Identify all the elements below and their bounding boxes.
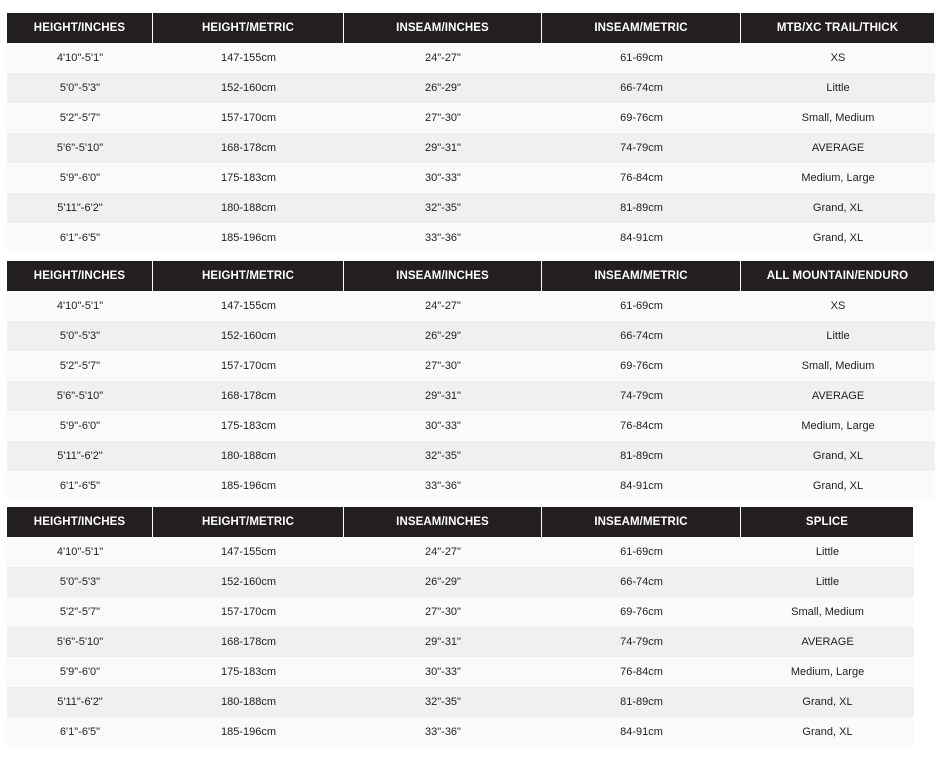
cell-height-metric: 175-183cm [220,666,277,678]
cell-size: AVERAGE [801,636,854,648]
cell-inseam-inches: 27"-30" [425,606,461,618]
table-header [7,261,935,291]
cell-inseam-inches: 33"-36" [425,480,461,492]
table-row [7,537,914,567]
cell-height-inches: 5'0"-5'3" [59,82,101,94]
table-row [7,567,914,597]
cell-size: Grand, XL [812,480,864,492]
cell-height-inches: 4'10"-5'1" [56,300,104,312]
cell-height-metric: 185-196cm [220,726,277,738]
cell-inseam-metric: 69-76cm [620,112,663,124]
table-row [7,441,935,471]
table-row [7,471,935,501]
cell-height-metric: 147-155cm [220,300,277,312]
cell-size: Medium, Large [801,420,875,432]
cell-height-metric: 175-183cm [220,420,277,432]
cell-height-metric: 157-170cm [220,112,277,124]
cell-inseam-inches: 30"-33" [425,666,461,678]
cell-inseam-inches: 26"-29" [425,576,461,588]
size-table-mtb [7,13,935,253]
cell-inseam-inches: 27"-30" [425,360,461,372]
cell-height-metric: 180-188cm [220,202,277,214]
cell-height-inches: 5'2"-5'7" [59,112,101,124]
cell-inseam-inches: 24"-27" [425,300,461,312]
header-inseam-metric: INSEAM/METRIC [542,507,741,537]
header-inseam-metric: INSEAM/METRIC [542,261,741,291]
cell-inseam-metric: 69-76cm [620,606,663,618]
cell-height-metric: 152-160cm [220,82,277,94]
cell-height-inches: 6'1"-6'5" [59,726,101,738]
cell-inseam-inches: 30"-33" [425,172,461,184]
cell-height-metric: 185-196cm [220,232,277,244]
table-row [7,381,935,411]
header-height-inches: HEIGHT/INCHES [7,13,153,43]
cell-height-metric: 180-188cm [220,696,277,708]
cell-size: Grand, XL [802,726,853,738]
cell-height-metric: 152-160cm [220,330,277,342]
cell-size: XS [830,300,846,312]
cell-height-metric: 168-178cm [220,390,277,402]
header-category: MTB/XC TRAIL/THICK [741,13,935,43]
cell-height-inches: 5'11"-6'2" [57,450,103,462]
cell-size: Grand, XL [802,696,853,708]
cell-height-metric: 175-183cm [220,172,277,184]
cell-size: Little [826,82,850,94]
cell-inseam-inches: 26"-29" [425,82,461,94]
cell-inseam-metric: 74-79cm [620,142,663,154]
header-inseam-inches: INSEAM/INCHES [344,261,542,291]
table-row [7,73,935,103]
table-row [7,351,935,381]
cell-inseam-inches: 26"-29" [425,330,461,342]
table-row [7,411,935,441]
cell-inseam-metric: 66-74cm [620,576,663,588]
cell-height-inches: 5'9"-6'0" [59,172,101,184]
cell-inseam-inches: 29"-31" [425,142,461,154]
table-row [7,717,914,747]
cell-size: Little [815,576,840,588]
table-row [7,627,914,657]
cell-inseam-metric: 84-91cm [620,480,663,492]
header-category: ALL MOUNTAIN/ENDURO [741,261,935,291]
cell-height-inches: 5'6"-5'10" [56,142,104,154]
table-header [7,507,914,537]
table-row [7,223,935,253]
cell-height-inches: 5'6"-5'10" [56,636,104,648]
cell-inseam-metric: 74-79cm [620,636,663,648]
cell-height-metric: 157-170cm [220,360,277,372]
cell-size: AVERAGE [811,390,865,402]
cell-height-inches: 4'10"-5'1" [56,546,104,558]
cell-height-inches: 5'0"-5'3" [59,576,101,588]
cell-height-metric: 168-178cm [220,142,277,154]
cell-height-inches: 5'2"-5'7" [59,606,101,618]
cell-size: XS [830,52,846,64]
header-height-inches: HEIGHT/INCHES [7,261,153,291]
cell-height-inches: 6'1"-6'5" [59,232,101,244]
cell-inseam-metric: 66-74cm [620,82,663,94]
table-row [7,597,914,627]
table-row [7,133,935,163]
cell-height-inches: 5'9"-6'0" [59,420,101,432]
header-height-metric: HEIGHT/METRIC [153,507,344,537]
cell-height-inches: 4'10"-5'1" [56,52,104,64]
cell-size: Medium, Large [801,172,875,184]
cell-inseam-metric: 84-91cm [620,232,663,244]
cell-height-metric: 168-178cm [220,636,277,648]
cell-inseam-inches: 33"-36" [425,232,461,244]
cell-inseam-metric: 76-84cm [620,666,663,678]
header-inseam-metric: INSEAM/METRIC [542,13,741,43]
cell-inseam-inches: 24"-27" [425,52,461,64]
cell-inseam-inches: 32"-35" [425,696,461,708]
cell-size: Little [826,330,850,342]
cell-size: Grand, XL [812,450,864,462]
cell-height-inches: 5'11"-6'2" [57,202,103,214]
size-table-enduro [7,261,935,501]
cell-height-metric: 185-196cm [220,480,277,492]
cell-size: Small, Medium [801,112,875,124]
cell-height-inches: 5'11"-6'2" [57,696,103,708]
table-row [7,291,935,321]
table-header [7,13,935,43]
cell-inseam-metric: 76-84cm [620,420,663,432]
table-row [7,687,914,717]
cell-height-metric: 147-155cm [220,52,277,64]
cell-inseam-metric: 81-89cm [620,202,663,214]
cell-inseam-inches: 24"-27" [425,546,461,558]
cell-inseam-metric: 84-91cm [620,726,663,738]
table-row [7,193,935,223]
cell-height-inches: 5'6"-5'10" [56,390,104,402]
cell-inseam-inches: 32"-35" [425,450,461,462]
cell-height-metric: 157-170cm [220,606,277,618]
cell-inseam-metric: 61-69cm [620,300,663,312]
table-row [7,321,935,351]
header-inseam-inches: INSEAM/INCHES [344,13,542,43]
cell-inseam-metric: 74-79cm [620,390,663,402]
cell-height-metric: 147-155cm [220,546,277,558]
header-inseam-inches: INSEAM/INCHES [344,507,542,537]
cell-inseam-metric: 61-69cm [620,52,663,64]
cell-height-inches: 6'1"-6'5" [59,480,101,492]
cell-size: AVERAGE [811,142,865,154]
cell-inseam-metric: 66-74cm [620,330,663,342]
table-row [7,657,914,687]
cell-inseam-inches: 32"-35" [425,202,461,214]
cell-height-inches: 5'0"-5'3" [59,330,101,342]
cell-size: Medium, Large [790,666,865,678]
cell-height-inches: 5'2"-5'7" [59,360,101,372]
cell-inseam-metric: 69-76cm [620,360,663,372]
table-row [7,163,935,193]
size-table-splice [7,507,914,747]
cell-size: Little [815,546,840,558]
cell-size: Small, Medium [801,360,875,372]
header-category: SPLICE [741,507,914,537]
cell-inseam-metric: 76-84cm [620,172,663,184]
cell-height-metric: 180-188cm [220,450,277,462]
cell-inseam-inches: 30"-33" [425,420,461,432]
cell-size: Grand, XL [812,232,864,244]
cell-inseam-metric: 81-89cm [620,450,663,462]
cell-size: Small, Medium [791,606,864,618]
table-row [7,43,935,73]
header-height-metric: HEIGHT/METRIC [153,261,344,291]
cell-inseam-inches: 33"-36" [425,726,461,738]
cell-inseam-metric: 81-89cm [620,696,663,708]
header-height-inches: HEIGHT/INCHES [7,507,153,537]
cell-inseam-inches: 27"-30" [425,112,461,124]
header-height-metric: HEIGHT/METRIC [153,13,344,43]
cell-height-inches: 5'9"-6'0" [59,666,101,678]
table-row [7,103,935,133]
cell-size: Grand, XL [812,202,864,214]
cell-inseam-inches: 29"-31" [425,390,461,402]
cell-inseam-metric: 61-69cm [620,546,663,558]
cell-inseam-inches: 29"-31" [425,636,461,648]
cell-height-metric: 152-160cm [220,576,277,588]
